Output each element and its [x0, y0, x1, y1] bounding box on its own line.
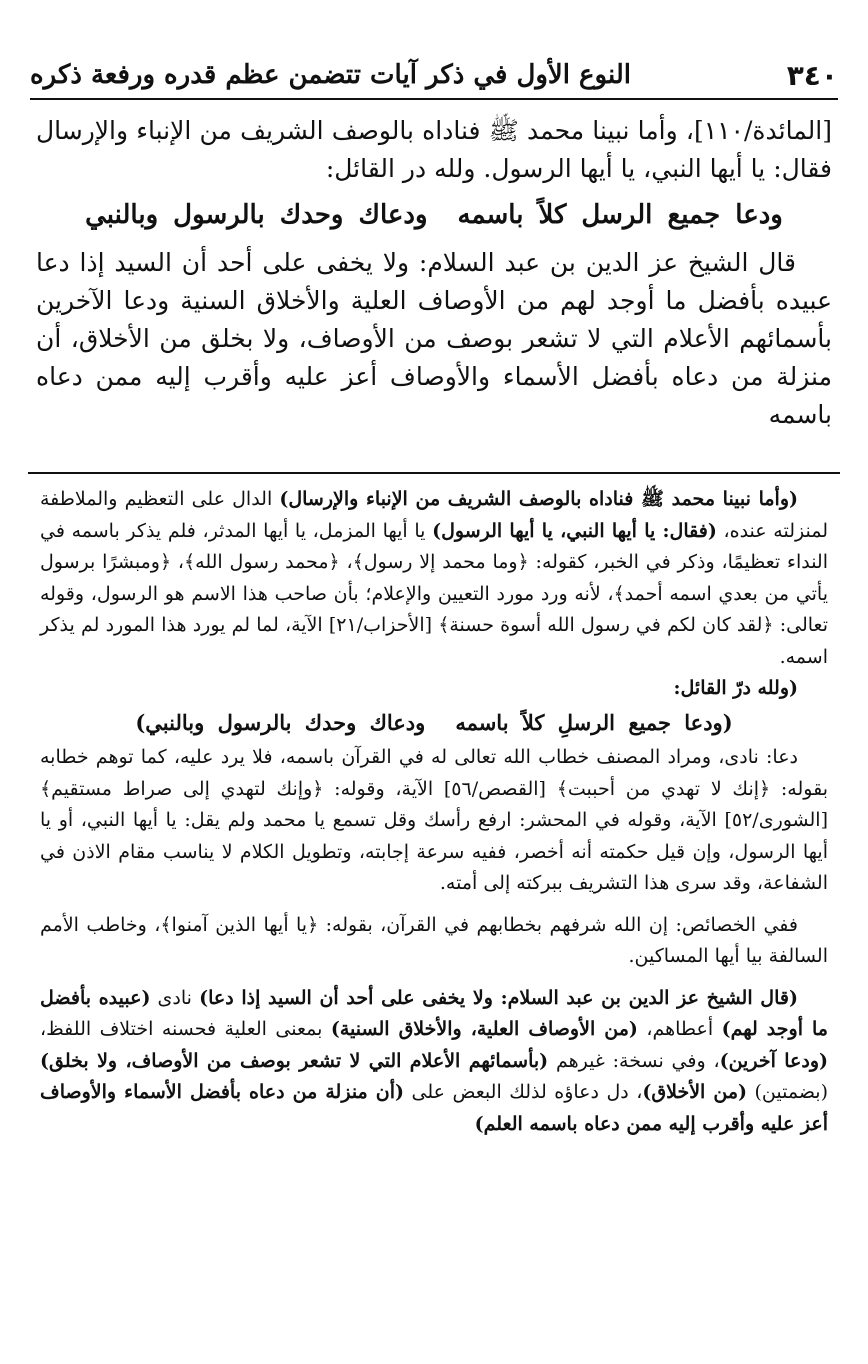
- commentary-quote: (من الأخلاق): [642, 1081, 747, 1103]
- page-number: ٣٤٠: [786, 58, 838, 92]
- commentary-text-span: (بضمتين): [747, 1081, 828, 1103]
- page-header: [30, 52, 838, 100]
- commentary-quote: (قال الشيخ عز الدين بن عبد السلام: ولا يخفى على أحد أن السيد إذا دعا): [199, 986, 798, 1009]
- commentary-paragraph-4: ففي الخصائص: إن الله شرفهم بخطابهم في القرآن، بقوله: ﴿يا أيها الذين آمنوا﴾، وخاطب الأمم السالفة بيا أيها المساكين.: [40, 913, 828, 967]
- commentary-text-span: بمعنى العلية فحسنه اختلاف اللفظ،: [40, 1018, 331, 1040]
- commentary-text-span: يا أيها المزمل، يا أيها المدثر، فلم يذكر باسمه في النداء تعظيمًا، وذكر في الخبر، كقوله: ﴿وما محمد إلا رسول﴾، ﴿محمد رسول الله﴾، ﴿ومبشرًا برسول يأتي من بعدي اسمه أحمد﴾، لأنه ورد مورد التعيين والإعلام؛ بأن صاحب هذا الاسم هو الرسول، وقوله تعالى: ﴿لقد كان لكم في رسول الله أسوة حسنة﴾ [الأحزاب/٢١] الآية، لما لم يورد هذا المورد لم يذكر اسمه.: [40, 519, 828, 668]
- commentary-text-span: ، دل دعاؤه لذلك البعض على: [404, 1081, 643, 1103]
- commentary-paragraph-2: [40, 673, 828, 705]
- main-verse: [36, 196, 832, 234]
- main-text: [36, 112, 832, 434]
- commentary-verse-first-hemistich: (ودعا جميع الرسلِ كلاً باسمه: [455, 709, 733, 735]
- commentary-verse: [40, 707, 828, 739]
- commentary-quote: (وأما نبينا محمد ﷺ فناداه بالوصف الشريف من الإنباء والإرسال): [279, 488, 799, 510]
- commentary-quote: (فقال: يا أيها النبي، يا أيها الرسول): [432, 519, 717, 542]
- main-paragraph-1: [المائدة/١١٠]، وأما نبينا محمد ﷺ فناداه بالوصف الشريف من الإنباء والإرسال فقال: يا أيها النبي، يا أيها الرسول. ولله در القائل:: [36, 116, 832, 183]
- commentary-quote: (أن منزلة من دعاه بأفضل الأسماء والأوصاف أعز عليه وأقرب إليه ممن دعاه باسمه العلم): [40, 1081, 828, 1135]
- commentary-text-span: نادى: [150, 986, 200, 1009]
- main-paragraph-2: قال الشيخ عز الدين بن عبد السلام: ولا يخفى على أحد أن السيد إذا دعا عبيده بأفضل ما أوجد لهم من الأوصاف العلية والأخلاق السنية ودعا الآخرين بأسمائهم الأعلام التي لا تشعر بوصف من الأوصاف، ولا بخلق من الأخلاق، أن منزلة من دعاه بأفضل الأسماء والأوصاف أعز عليه وأقرب إليه ممن دعاه باسمه: [36, 248, 832, 429]
- commentary-quote: (ودعا آخرين): [719, 1049, 828, 1072]
- commentary-text-span: ، وفي نسخة: غيرهم: [548, 1049, 720, 1072]
- commentary-text-span: الدال على التعظيم والملاطفة لمنزلته عنده،: [40, 488, 828, 542]
- commentary-paragraph-3: دعا: نادى، ومراد المصنف خطاب الله تعالى له في القرآن باسمه، فلا يرد عليه، كما توهم خطابه بقوله: ﴿إنك لا تهدي من أحببت﴾ [القصص/٥٦] الآية، وقوله: ﴿وإنك لتهدي إلى صراط مستقيم﴾ [الشورى/٥٢] الآية، وقوله في المحشر: ارفع رأسك وقل تسمع يا محمد ولم يقل: يا أيها النبي، أو يا أيها الرسول، وإن قيل حكمته أنه أخصر، ففيه سرعة إجابته، وتطويل الكلام لا يناسب مقام الاذن في الشفاعة، وقد سرى هذا التشريف ببركته إلى أمته.: [40, 746, 828, 894]
- commentary-paragraph-5: [40, 983, 828, 1141]
- commentary-quote: (ولله درّ القائل:: [673, 677, 798, 699]
- commentary-paragraph-1: [40, 484, 828, 673]
- running-title: النوع الأول في ذكر آيات تتضمن عظم قدره ورفعة ذكره: [30, 60, 631, 90]
- text-divider: [28, 472, 840, 474]
- commentary-text: [40, 484, 828, 1140]
- commentary-text-span: أعطاهم،: [637, 1018, 722, 1040]
- commentary-verse-second-hemistich: ودعاك وحدك بالرسول وبالنبي): [135, 709, 426, 735]
- commentary-quote: (عبيده بأفضل ما أوجد لهم): [40, 986, 828, 1040]
- commentary-quote: (من الأوصاف العلية، والأخلاق السنية): [330, 1018, 638, 1040]
- main-verse-second-hemistich: ودعاك وحدك بالرسول وبالنبي: [85, 200, 428, 230]
- main-verse-first-hemistich: ودعا جميع الرسل كلاً باسمه: [457, 200, 783, 230]
- commentary-quote: (بأسمائهم الأعلام التي لا تشعر بوصف من الأوصاف، ولا بخلق): [40, 1049, 549, 1072]
